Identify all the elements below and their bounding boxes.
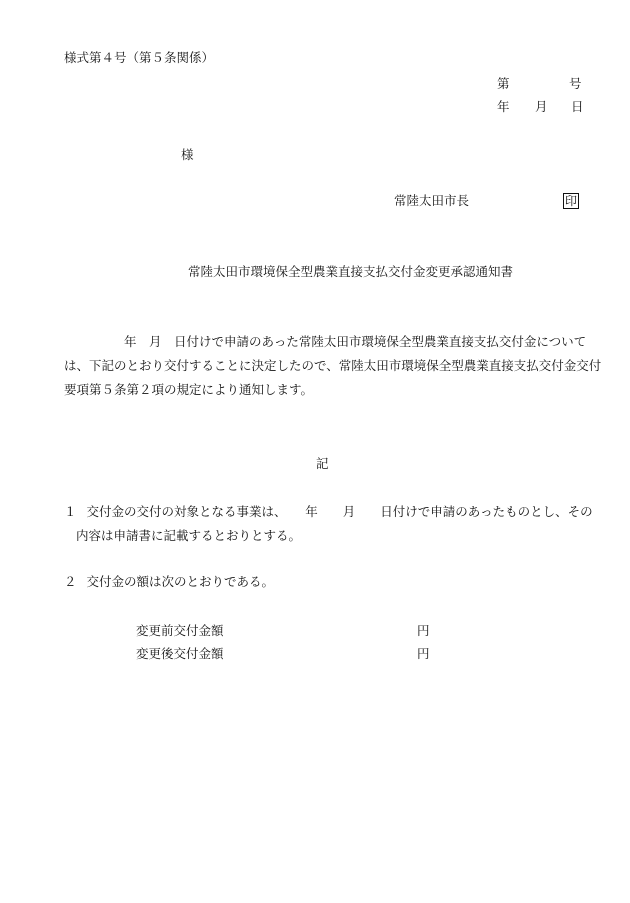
body-line: は、下記のとおり交付することに決定したので、常陸太田市環境保全型農業直接支払交付金交付 [64,358,602,373]
body-paragraph [64,330,602,402]
item-line: 内容は申請書に記載するとおりとする。 [76,528,302,543]
form-label: 様式第４号（第５条関係） [64,50,215,65]
ki-heading: 記 [316,456,329,471]
date-month: 月 [535,99,548,114]
item-number: ２ [64,574,77,589]
addressee-suffix: 様 [181,147,194,162]
item-text: 交付金の額は次のとおりである。 [86,574,275,589]
document-title: 常陸太田市環境保全型農業直接支払交付金変更承認通知書 [188,264,514,279]
amount-label: 変更後交付金額 [136,646,224,661]
amount-unit: 円 [417,623,430,638]
number-go: 号 [569,76,582,91]
date-year: 年 [497,99,510,114]
item-2 [64,570,584,594]
item-line [64,500,593,524]
seal-mark: 印 [565,194,578,208]
sender-title: 常陸太田市長 [394,193,470,208]
body-line: 要項第５条第２項の規定により通知します。 [64,382,314,397]
amount-label: 変更前交付金額 [136,623,224,638]
amount-unit: 円 [417,646,430,661]
item-text: 交付金の交付の対象となる事業は、 年 月 日付けで申請のあったものとし、その [86,504,593,519]
item-line [64,570,584,594]
body-line: 年 月 日付けで申請のあった常陸太田市環境保全型農業直接支払交付金について [124,334,587,349]
number-dai: 第 [497,76,510,91]
item-number: １ [64,504,77,519]
item-1 [64,500,593,548]
date-day: 日 [571,99,584,114]
